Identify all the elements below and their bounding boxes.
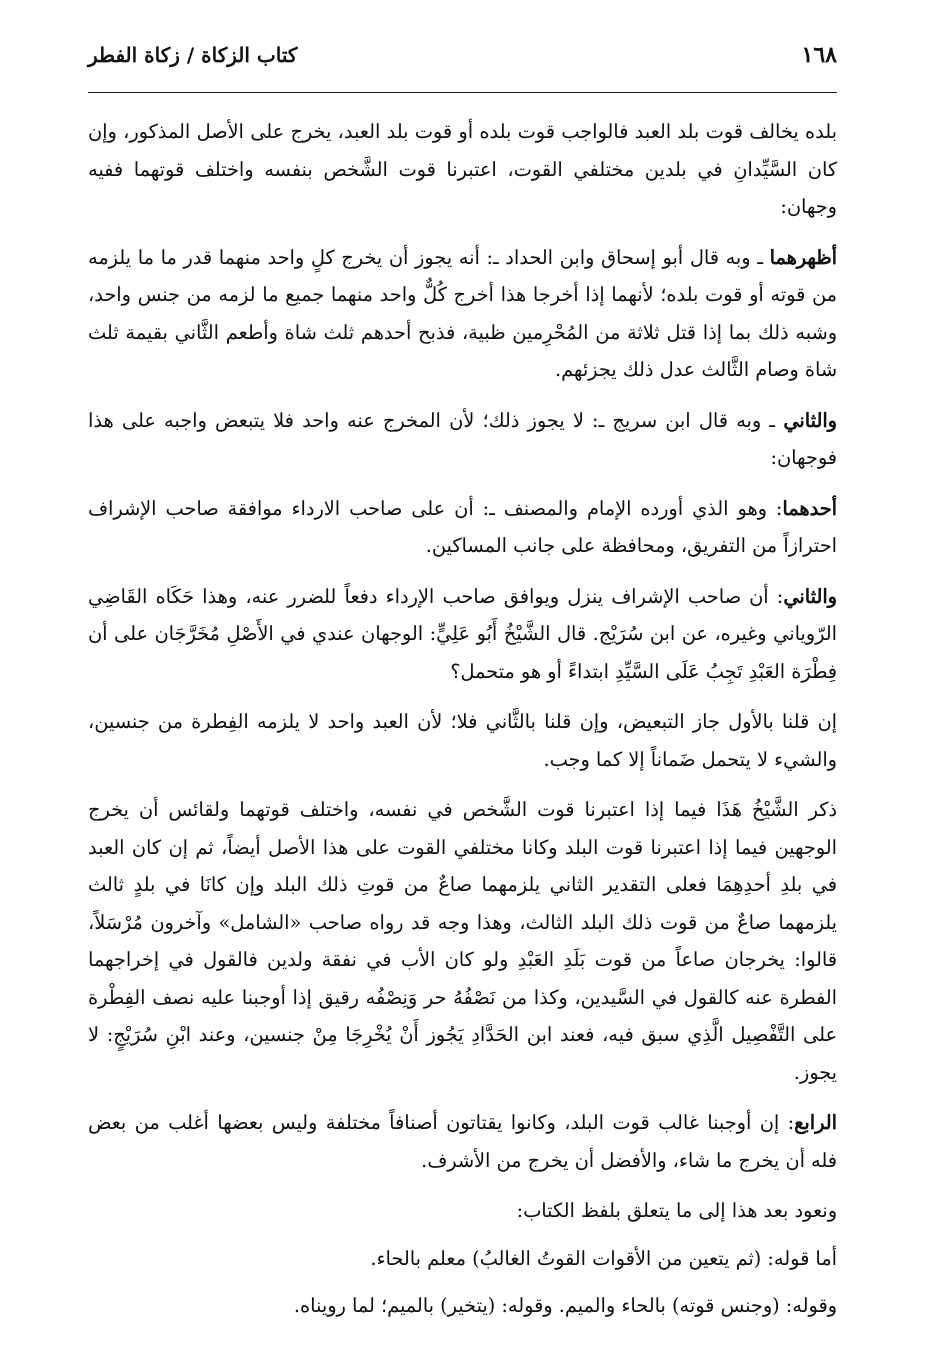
paragraph-7 bbox=[88, 791, 837, 1091]
paragraph-text: : أن صاحب الإشراف ينزل ويوافق صاحب الإرداء دفعاً للضرر عنه، وهذا حَكَاه القَاضِي الرّوياني وغيره، عن ابن سُرَيْج. قال الشَّيْخُ أَبُو عَلِيٍّ: الوجهان عندي في الأَصْلِ مُخَرَّجَان على أن فِطْرَة العَبْدِ تَجِبُ عَلَى السَّيِّدِ ابتداءً أو هو متحمل؟ bbox=[88, 584, 837, 683]
paragraph-10 bbox=[88, 1240, 837, 1278]
paragraph-text: ـ وبه قال ابن سريج ـ: لا يجوز ذلك؛ لأن المخرج عنه واحد فلا يتبعض واجبه على هذا فوجهان: bbox=[88, 408, 837, 469]
paragraph-4 bbox=[88, 490, 837, 565]
paragraph-5 bbox=[88, 578, 837, 691]
paragraph-lead: الرابع bbox=[794, 1111, 837, 1134]
paragraph-lead: أظهرهما bbox=[769, 245, 837, 269]
paragraph-text: ذكر الشَّيْخُ هَذَا فيما إذا اعتبرنا قوت الشَّخص في نفسه، واختلف قوتهما ولقائس أن يخرج الوجهين فيما إذا اعتبرنا قوت البلد وكانا مختلفي القوت على هذا الأصل أيضاً، ثم إن كان العبد في بلدِ أحدِهِمَا فعلى التقدير الثاني يلزمهما صاعٌ من قوتِ ذلك البلد وإن كانَا في بلدٍ ثالث يلزمهما صاعٌ من قوت ذلك البلد الثالث، وهذا وجه قد رواه صاحب «الشامل» وآخرون مُرْسَلاً، قالوا: يخرجان صاعاً من قوت بَلَدِ العَبْدِ ولو كان الأب في نفقة ولدين فالقول في إخراجهما الفطرة عنه كالقول في السَّيدين، وكذا من نَصْفُهُ حر وَنِصْفُه رقيق إذا أوجبنا عليه نصف الفِطْرة على التَّفْصِيل الَّذِي سبق فيه، فعند ابن الحَدَّادِ يَجُوز أَنْ يُخْرِجَا مِنْ جنسين، وعند ابْنِ سُرَيْجٍ: لا يجوز. bbox=[88, 798, 837, 1084]
paragraph-text: بلده يخالف قوت بلد العبد فالواجب قوت بلده أو قوت بلد العبد، يخرج على الأصل المذكور، وإن كان السَّيِّدانِ في بلدين مختلفي القوت، اعتبرنا قوت الشَّخص بنفسه واختلف قوتهما ففيه وجهان: bbox=[88, 120, 837, 218]
page-body bbox=[88, 113, 837, 1325]
page-number: ١٦٨ bbox=[801, 42, 837, 68]
paragraph-text: : وهو الذي أورده الإمام والمصنف ـ: أن على صاحب الارداء موافقة صاحب الإشراف احترازاً من التفريق، ومحافظة على جانب المساكين. bbox=[88, 496, 837, 557]
paragraph-lead: أحدهما bbox=[782, 496, 837, 520]
paragraph-text: أما قوله: (ثم يتعين من الأقوات القوتُ الغالبُ) معلم بالحاء. bbox=[370, 1246, 837, 1270]
paragraph-text: ونعود بعد هذا إلى ما يتعلق بلفظ الكتاب: bbox=[516, 1199, 837, 1222]
running-header bbox=[88, 42, 837, 82]
paragraph-lead: والثاني bbox=[783, 408, 837, 432]
chapter-title: كتاب الزكاة / زكاة الفطر bbox=[88, 43, 298, 67]
paragraph-3 bbox=[88, 402, 837, 477]
paragraph-text: إن قلنا بالأول جاز التبعيض، وإن قلنا بالثَّاني فلا؛ لأن العبد واحد لا يلزمه الفِطرة من جنسين، والشيء لا يتحمل ضَماناً إلا كما وجب. bbox=[88, 710, 837, 771]
paragraph-9 bbox=[88, 1192, 837, 1230]
paragraph-text: : إن أوجبنا غالب قوت البلد، وكانوا يقتاتون أصنافاً مختلفة وليس بعضها أغلب من بعض فله أن يخرج ما شاء، والأفضل أن يخرج من الأشرف. bbox=[88, 1111, 837, 1172]
header-divider bbox=[88, 92, 837, 93]
paragraph-6 bbox=[88, 703, 837, 778]
paragraph-text: وقوله: (وجنس قوته) بالحاء والميم. وقوله: (يتخير) بالميم؛ لما رويناه. bbox=[293, 1294, 837, 1317]
paragraph-1 bbox=[88, 113, 837, 226]
paragraph-2 bbox=[88, 239, 837, 389]
paragraph-lead: والثاني bbox=[783, 584, 837, 608]
paragraph-11 bbox=[88, 1287, 837, 1325]
paragraph-8 bbox=[88, 1104, 837, 1179]
paragraph-text: ـ وبه قال أبو إسحاق وابن الحداد ـ: أنه يجوز أن يخرج كلٍ واحد منهما قدر ما ما يلزمه من قوته أو قوت بلده؛ لأنهما إذا أخرجا هذا أخرج كُلٌّ واحد منهما جميع ما لزمه من جنس واحد، وشبه ذلك بما إذا قتل ثلاثة من المُحْرِمين ظبية، فذبح أحدهم ثلث شاة وأطعم الثَّاني بقيمة ثلث شاة وصام الثَّالث عدل ذلك يجزئهم. bbox=[88, 245, 837, 381]
